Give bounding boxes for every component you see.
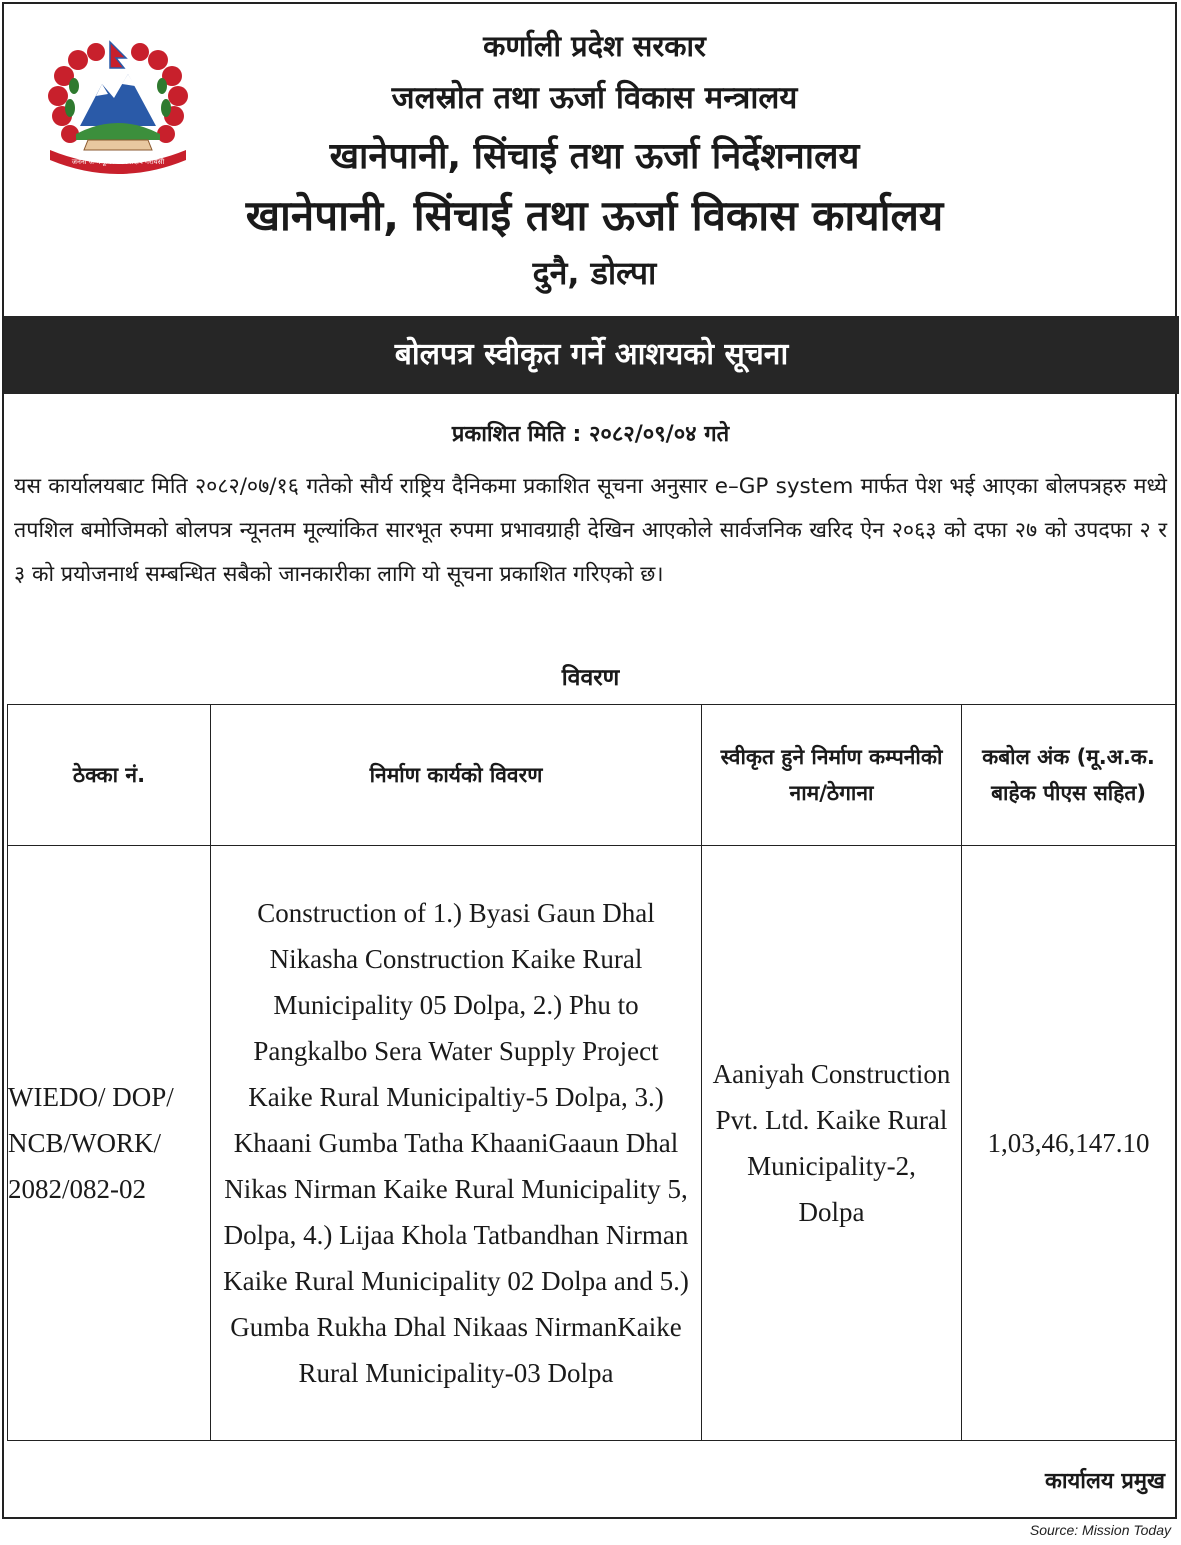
notice-title-banner: बोलपत्र स्वीकृत गर्ने आशयको सूचना — [4, 316, 1179, 394]
published-date: प्रकाशित मिति : २०८२/०९/०४ गते — [451, 422, 730, 447]
contract-table — [7, 704, 1176, 1441]
source-credit: Source: Mission Today — [1029, 1522, 1171, 1538]
header-company — [702, 705, 962, 846]
office-chief-signature: कार्यालय प्रमुख — [1044, 1469, 1165, 1494]
header-contract-no: ठेक्का नं. — [8, 705, 211, 846]
header-location: दुनै, डोल्पा — [532, 254, 657, 292]
company-name-address: Aaniyah Construction Pvt. Ltd. Kaike Rural Municipality-2, Dolpa — [712, 1059, 951, 1227]
header-bid-amount — [962, 705, 1176, 846]
header-office: खानेपानी, सिंचाई तथा ऊर्जा विकास कार्यालय — [245, 191, 944, 240]
header-province-government: कर्णाली प्रदेश सरकार — [483, 29, 706, 63]
header-work-description: निर्माण कार्यको विवरण — [211, 705, 702, 846]
header-bid-amount-label: कबोल अंक (मू.अ.क. बाहेक पीएस सहित) — [982, 745, 1155, 805]
header-directorate: खानेपानी, सिंचाई तथा ऊर्जा निर्देशनालय — [329, 136, 860, 177]
work-description: Construction of 1.) Byasi Gaun Dhal Nikasha Construction Kaike Rural Municipality 05 Dolpa, 2.) Phu to Pangkalbo Sera Water Supply Project Kaike Rural Municipaltiy-5 Dolpa, 3.) Khaani Gumba Tatha KhaaniGaaun Dhal Nikas Nirman Kaike Rural Municipality 5, Dolpa, 4.) Lijaa Khola Tatbandhan Nirman Kaike Rural Municipality 02 Dolpa and 5.) Gumba Rukha Dhal Nikaas NirmanKaike Rural Municipality-03 Dolpa — [223, 898, 689, 1388]
contract-no-cell — [8, 846, 211, 1441]
header-company-label: स्वीकृत हुने निर्माण कम्पनीको नाम/ठेगाना — [720, 745, 943, 805]
svg-text:जननी जन्मभूमिश्च स्वर्गादपि गर: जननी जन्मभूमिश्च स्वर्गादपि गरीयसी — [71, 158, 165, 166]
work-description-cell — [211, 846, 702, 1441]
header-ministry: जलस्रोत तथा ऊर्जा विकास मन्त्रालय — [391, 80, 798, 116]
company-cell — [702, 846, 962, 1441]
notice-body-paragraph: यस कार्यालयबाट मिति २०८२/०७/१६ गतेको सौर्य राष्ट्रिय दैनिकमा प्रकाशित सूचना अनुसार e–GP system मार्फत पेश भई आएका बोलपत्रहरु मध्ये तपशिल बमोजिमको बोलपत्र न्यूनतम मूल्यांकित सारभूत रुपमा प्रभावग्राही देखिन आएकोले सार्वजनिक खरिद ऐन २०६३ को दफा २७ को उपदफा २ र ३ को प्रयोजनार्थ सम्बन्धित सबैको जानकारीका लागि यो सूचना प्रकाशित गरिएको छ। — [14, 474, 1167, 587]
details-section-heading: विवरण — [561, 665, 620, 691]
table-header-row — [8, 705, 1176, 846]
bid-amount-cell — [962, 846, 1176, 1441]
bid-amount: 1,03,46,147.10 — [987, 1128, 1150, 1158]
notice-header — [4, 4, 1179, 314]
table-row — [8, 846, 1176, 1441]
contract-no: WIEDO/ DOP/ NCB/WORK/ 2082/082-02 — [8, 1082, 174, 1204]
